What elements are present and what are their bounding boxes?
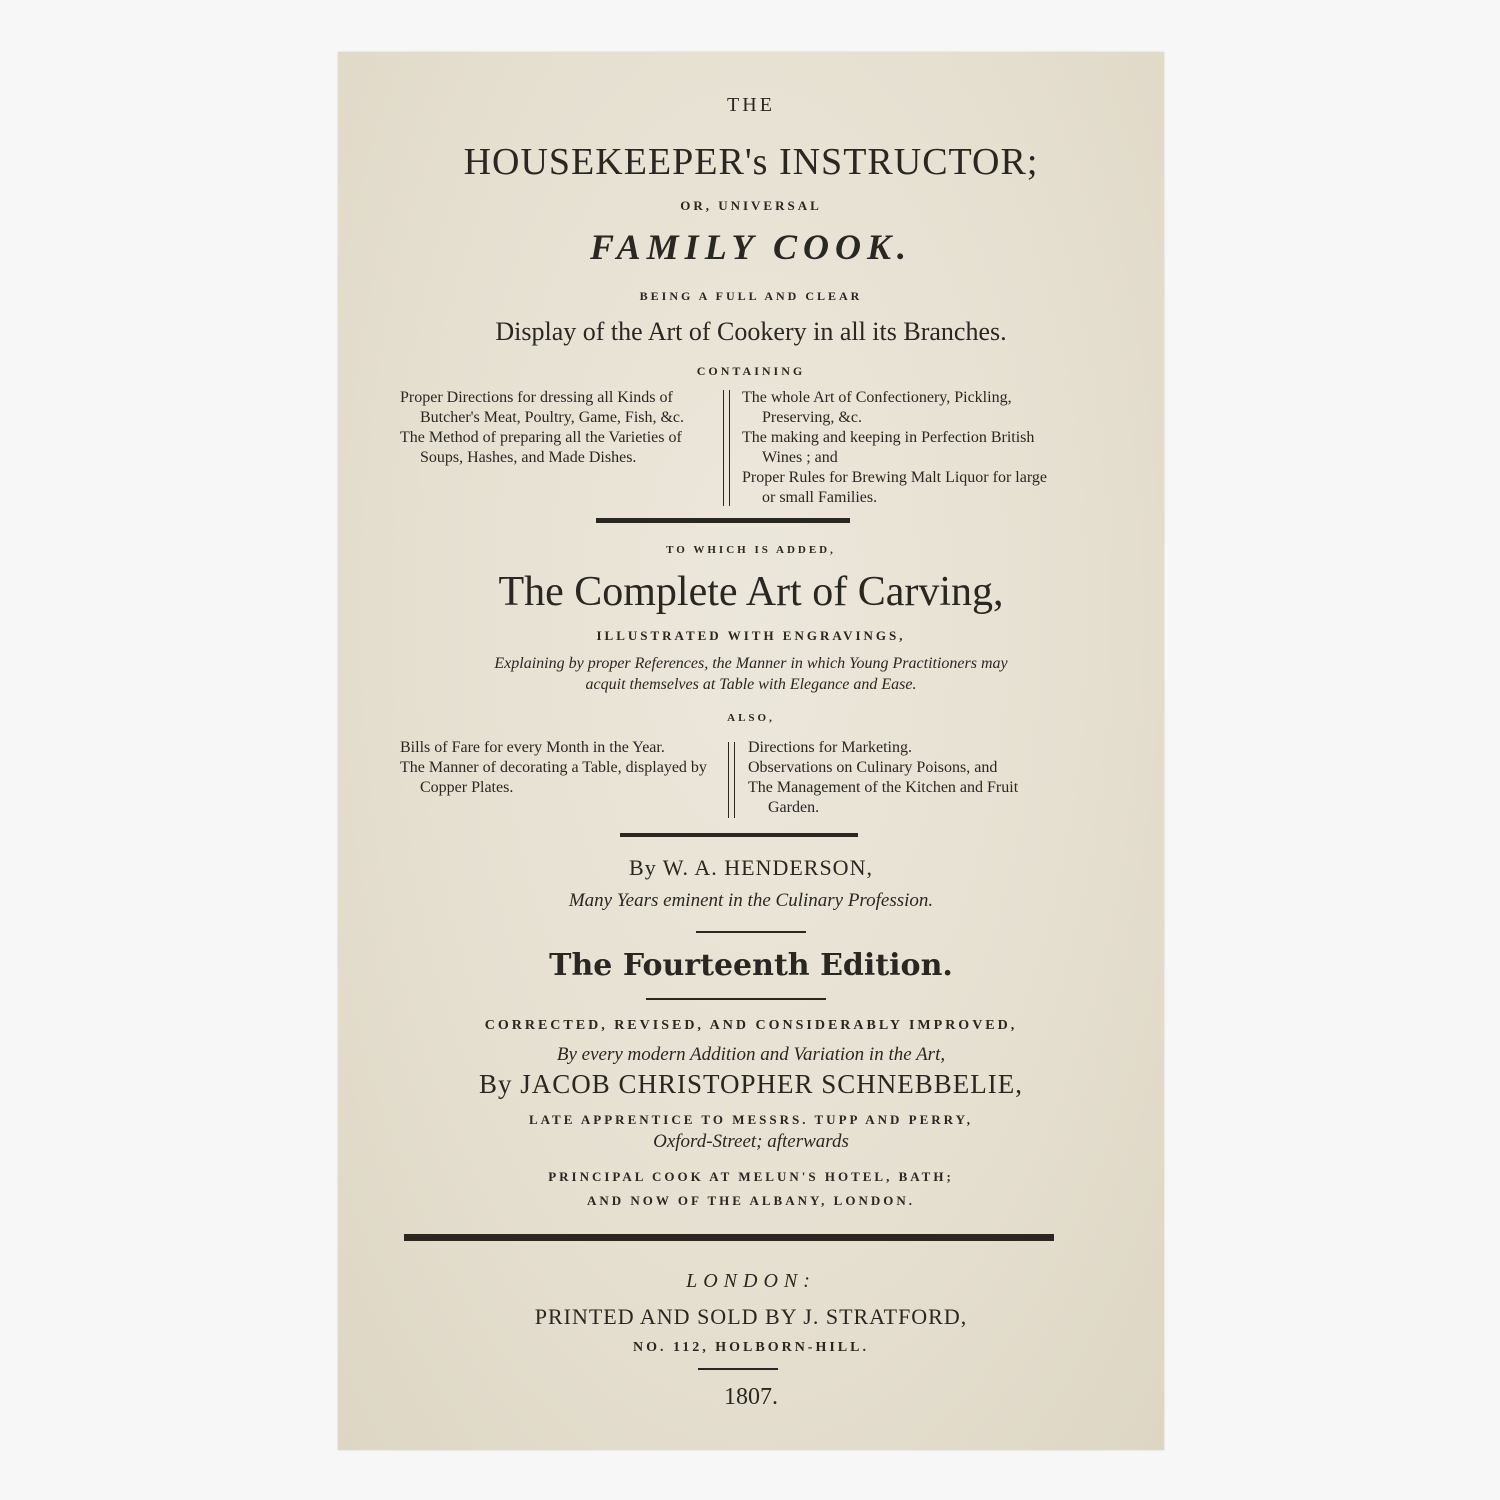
ornament-rule (698, 1368, 778, 1370)
containing-label: CONTAINING (696, 364, 806, 378)
author-description: Many Years eminent in the Culinary Profession. (568, 890, 934, 911)
the-heading: THE (727, 94, 775, 116)
illustrated-line: ILLUSTRATED WITH ENGRAVINGS, (596, 628, 906, 643)
or-universal: OR, UNIVERSAL (680, 198, 822, 213)
apprentice-line: LATE APPRENTICE TO MESSRS. TUPP AND PERRY, (528, 1112, 974, 1127)
contents-right-item: Proper Rules for Brewing Malt Liquor for large or small Families. (742, 469, 1047, 506)
carving-title: The Complete Art of Carving, (498, 569, 1004, 615)
explaining-line-2: acquit themselves at Table with Elegance and Ease. (585, 676, 917, 693)
being-line: BEING A FULL AND CLEAR (639, 289, 863, 303)
author-line: By W. A. HENDERSON, (629, 855, 873, 880)
also-left-item: Bills of Fare for every Month in the Year. (400, 739, 665, 756)
title-page (338, 52, 1164, 1450)
contents-left-item: The Method of preparing all the Varieties of Soups, Hashes, and Made Dishes. (400, 429, 682, 466)
book-title: HOUSEKEEPER's INSTRUCTOR; (463, 141, 1039, 183)
display-line: Display of the Art of Cookery in all its Branches. (495, 317, 1007, 346)
london-line: LONDON: (686, 1270, 816, 1292)
also-right-column (748, 738, 1068, 818)
also-right-item: Observations on Culinary Poisons, and (748, 759, 998, 776)
edition-line: The Fourteenth Edition. (549, 948, 953, 983)
contents-left-column (400, 388, 710, 468)
principal-cook-line: PRINCIPAL COOK AT MELUN'S HOTEL, BATH; (548, 1169, 954, 1184)
explaining-line-1: Explaining by proper References, the Manner in which Young Practitioners may (494, 655, 1008, 672)
contents-left-item: Proper Directions for dressing all Kinds of Butcher's Meat, Poultry, Game, Fish, &c. (400, 389, 685, 426)
column-separator (728, 742, 735, 818)
printer-line: PRINTED AND SOLD BY J. STRATFORD, (534, 1304, 968, 1329)
oxford-street-line: Oxford-Street; afterwards (653, 1131, 849, 1152)
thick-rule (596, 518, 850, 523)
ornament-rule (696, 931, 806, 933)
column-separator (723, 390, 730, 506)
contents-right-column (742, 388, 1062, 508)
address-line: NO. 112, HOLBORN-HILL. (633, 1340, 869, 1355)
thick-rule (620, 833, 858, 837)
also-label: ALSO, (727, 712, 775, 724)
corrected-line: CORRECTED, REVISED, AND CONSIDERABLY IMPROVED, (484, 1018, 1018, 1033)
reviser-line: By JACOB CHRISTOPHER SCHNEBBELIE, (478, 1069, 1024, 1099)
contents-right-item: The making and keeping in Perfection British Wines ; and (742, 429, 1035, 466)
also-left-column (400, 738, 714, 798)
ornament-rule (646, 998, 826, 1000)
modern-addition-line: By every modern Addition and Variation in the Art, (556, 1044, 946, 1065)
family-cook: FAMILY COOK. (589, 227, 913, 267)
year-line: 1807. (724, 1384, 778, 1410)
also-left-item: The Manner of decorating a Table, displayed by Copper Plates. (400, 759, 707, 796)
heavy-rule (404, 1234, 1054, 1241)
albany-line: AND NOW OF THE ALBANY, LONDON. (586, 1193, 915, 1208)
also-right-item: The Management of the Kitchen and Fruit Garden. (748, 779, 1019, 816)
contents-right-item: The whole Art of Confectionery, Pickling, Preserving, &c. (742, 389, 1012, 426)
to-which-added: TO WHICH IS ADDED, (666, 544, 836, 556)
also-right-item: Directions for Marketing. (748, 739, 912, 756)
